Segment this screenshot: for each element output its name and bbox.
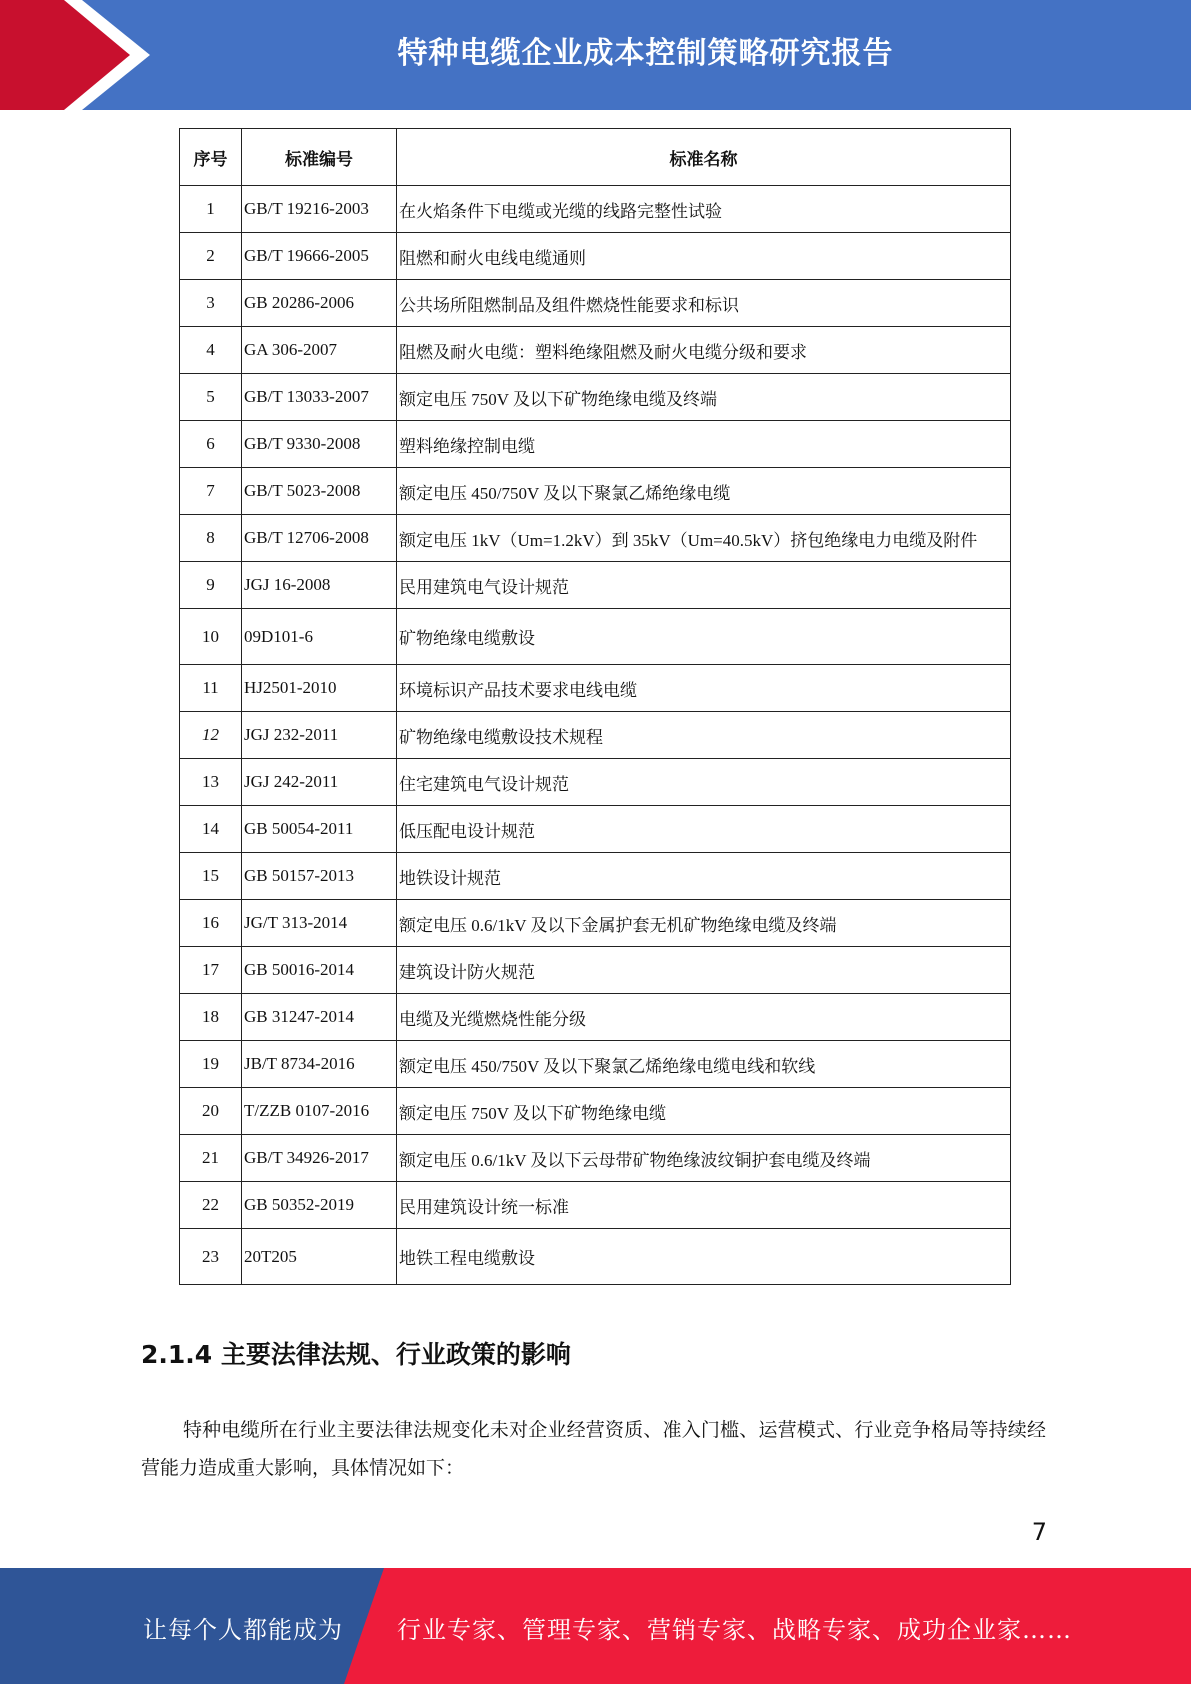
standard-code: GB/T 12706-2008 <box>242 515 397 562</box>
row-number: 15 <box>180 853 242 900</box>
row-number: 12 <box>180 712 242 759</box>
table-row <box>180 947 1011 994</box>
table-row <box>180 665 1011 712</box>
standard-code: HJ2501-2010 <box>242 665 397 712</box>
page-header <box>0 0 1191 110</box>
standard-name: 矿物绝缘电缆敷设技术规程 <box>397 712 1011 759</box>
standard-name: 地铁工程电缆敷设 <box>397 1229 1011 1285</box>
standard-code: T/ZZB 0107-2016 <box>242 1088 397 1135</box>
standard-name: 民用建筑电气设计规范 <box>397 562 1011 609</box>
row-number: 20 <box>180 1088 242 1135</box>
table-row <box>180 374 1011 421</box>
standard-code: GB 50016-2014 <box>242 947 397 994</box>
column-header-no: 序号 <box>180 129 242 186</box>
column-header-name: 标准名称 <box>397 129 1011 186</box>
standard-code: GB 31247-2014 <box>242 994 397 1041</box>
standard-name: 塑料绝缘控制电缆 <box>397 421 1011 468</box>
row-number: 3 <box>180 280 242 327</box>
table-row <box>180 1088 1011 1135</box>
section-paragraph: 特种电缆所在行业主要法律法规变化未对企业经营资质、准入门槛、运营模式、行业竞争格局等持续经营能力造成重大影响，具体情况如下： <box>141 1419 1046 1479</box>
column-header-code: 标准编号 <box>242 129 397 186</box>
standard-name: 低压配电设计规范 <box>397 806 1011 853</box>
row-number: 17 <box>180 947 242 994</box>
table-row <box>180 421 1011 468</box>
footer-slogan-right: 行业专家、管理专家、营销专家、战略专家、成功企业家…… <box>397 1616 1072 1644</box>
row-number: 22 <box>180 1182 242 1229</box>
row-number: 10 <box>180 609 242 665</box>
standard-name: 额定电压 450/750V 及以下聚氯乙烯绝缘电缆电线和软线 <box>397 1041 1011 1088</box>
standard-code: JGJ 242-2011 <box>242 759 397 806</box>
table-row <box>180 806 1011 853</box>
standard-name: 额定电压 1kV（Um=1.2kV）到 35kV（Um=40.5kV）挤包绝缘电力电缆及附件 <box>397 515 1011 562</box>
standard-code: GB/T 5023-2008 <box>242 468 397 515</box>
standard-name: 额定电压 0.6/1kV 及以下金属护套无机矿物绝缘电缆及终端 <box>397 900 1011 947</box>
page-footer <box>0 1568 1191 1684</box>
row-number: 16 <box>180 900 242 947</box>
table-row <box>180 994 1011 1041</box>
table-row <box>180 712 1011 759</box>
header-arrow-icon <box>0 0 160 110</box>
table-row <box>180 609 1011 665</box>
row-number: 5 <box>180 374 242 421</box>
footer-slogan-left: 让每个人都能成为 <box>143 1616 343 1644</box>
standard-code: GB/T 19216-2003 <box>242 186 397 233</box>
row-number: 6 <box>180 421 242 468</box>
standard-name: 民用建筑设计统一标准 <box>397 1182 1011 1229</box>
standard-code: GB 20286-2006 <box>242 280 397 327</box>
standard-name: 公共场所阻燃制品及组件燃烧性能要求和标识 <box>397 280 1011 327</box>
standard-name: 电缆及光缆燃烧性能分级 <box>397 994 1011 1041</box>
standard-code: JB/T 8734-2016 <box>242 1041 397 1088</box>
table-row <box>180 1229 1011 1285</box>
row-number: 1 <box>180 186 242 233</box>
row-number: 2 <box>180 233 242 280</box>
standard-code: GB 50352-2019 <box>242 1182 397 1229</box>
row-number: 4 <box>180 327 242 374</box>
table-row <box>180 280 1011 327</box>
standard-name: 环境标识产品技术要求电线电缆 <box>397 665 1011 712</box>
row-number: 18 <box>180 994 242 1041</box>
row-number: 11 <box>180 665 242 712</box>
standard-name: 额定电压 750V 及以下矿物绝缘电缆 <box>397 1088 1011 1135</box>
row-number: 23 <box>180 1229 242 1285</box>
table-row <box>180 1041 1011 1088</box>
page-number: 7 <box>1031 1518 1047 1546</box>
standard-code: GB/T 9330-2008 <box>242 421 397 468</box>
table-row <box>180 515 1011 562</box>
table-row <box>180 1135 1011 1182</box>
standard-name: 额定电压 0.6/1kV 及以下云母带矿物绝缘波纹铜护套电缆及终端 <box>397 1135 1011 1182</box>
table-row <box>180 327 1011 374</box>
standard-code: JG/T 313-2014 <box>242 900 397 947</box>
row-number: 21 <box>180 1135 242 1182</box>
standard-code: GB 50157-2013 <box>242 853 397 900</box>
standards-table <box>179 128 1011 1285</box>
standard-code: GB 50054-2011 <box>242 806 397 853</box>
table-row <box>180 186 1011 233</box>
standard-code: 09D101-6 <box>242 609 397 665</box>
table-header-row <box>180 129 1011 186</box>
standard-name: 地铁设计规范 <box>397 853 1011 900</box>
standard-name: 建筑设计防火规范 <box>397 947 1011 994</box>
standard-code: 20T205 <box>242 1229 397 1285</box>
standard-name: 阻燃和耐火电线电缆通则 <box>397 233 1011 280</box>
standard-name: 额定电压 450/750V 及以下聚氯乙烯绝缘电缆 <box>397 468 1011 515</box>
header-title: 特种电缆企业成本控制策略研究报告 <box>397 36 894 71</box>
standard-code: GA 306-2007 <box>242 327 397 374</box>
row-number: 8 <box>180 515 242 562</box>
row-number: 19 <box>180 1041 242 1088</box>
standard-code: GB/T 19666-2005 <box>242 233 397 280</box>
table-row <box>180 853 1011 900</box>
table-row <box>180 468 1011 515</box>
standard-name: 住宅建筑电气设计规范 <box>397 759 1011 806</box>
table-row <box>180 562 1011 609</box>
table-row <box>180 900 1011 947</box>
standard-code: JGJ 16-2008 <box>242 562 397 609</box>
standard-name: 在火焰条件下电缆或光缆的线路完整性试验 <box>397 186 1011 233</box>
table-row <box>180 1182 1011 1229</box>
standard-name: 阻燃及耐火电缆：塑料绝缘阻燃及耐火电缆分级和要求 <box>397 327 1011 374</box>
section-heading: 2.1.4 主要法律法规、行业政策的影响 <box>141 1340 571 1369</box>
standard-code: GB/T 34926-2017 <box>242 1135 397 1182</box>
table-row <box>180 759 1011 806</box>
table-row <box>180 233 1011 280</box>
row-number: 9 <box>180 562 242 609</box>
row-number: 14 <box>180 806 242 853</box>
standard-code: JGJ 232-2011 <box>242 712 397 759</box>
row-number: 7 <box>180 468 242 515</box>
standard-code: GB/T 13033-2007 <box>242 374 397 421</box>
standard-name: 额定电压 750V 及以下矿物绝缘电缆及终端 <box>397 374 1011 421</box>
row-number: 13 <box>180 759 242 806</box>
standard-name: 矿物绝缘电缆敷设 <box>397 609 1011 665</box>
